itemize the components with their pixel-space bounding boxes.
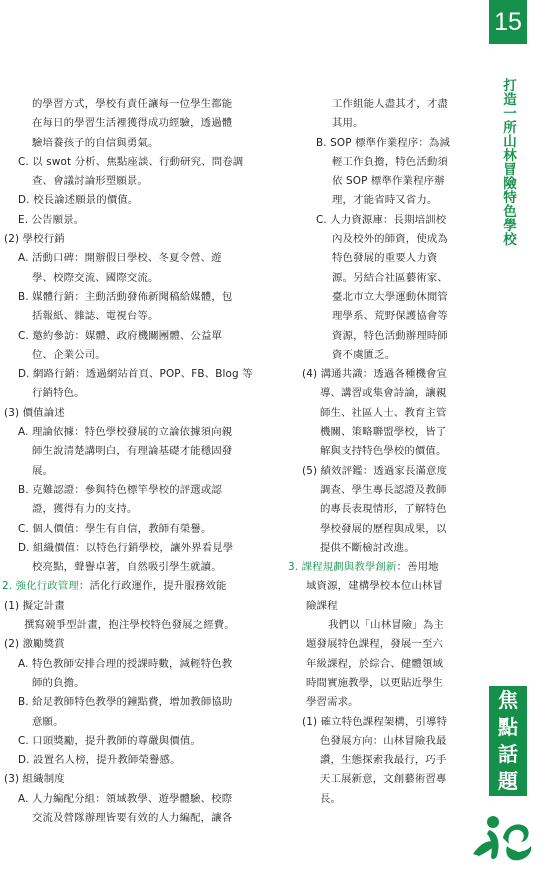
line-text: 資源，特色活動辦理時師 (332, 329, 448, 342)
line-text: C. 個人價值：學生有自信，教師有榮譽。 (18, 522, 212, 535)
line-text: (3) 價值論述 (4, 406, 65, 419)
line-text: A. 特色教師安排合理的授課時數，減輕特色教 (18, 657, 233, 670)
section-heading-line (2, 577, 272, 596)
text-line (288, 404, 473, 423)
text-line (2, 462, 272, 481)
text-line (2, 404, 272, 423)
line-text: 機關、策略聯盟學校，皆了 (320, 426, 447, 439)
section-heading-line (288, 558, 473, 577)
line-text: 撰寫競爭型計畫，抱注學校特色發展之經費。 (24, 619, 235, 632)
text-line (288, 597, 473, 616)
text-line (2, 635, 272, 654)
text-line (288, 230, 473, 249)
line-text: D. 組織價值：以特色行銷學校，讓外界看見學 (18, 541, 234, 554)
line-text: D. 網路行銷：透過網站首頁、POP、FB、Blog 等 (18, 368, 253, 381)
text-line (288, 249, 473, 268)
line-text: 位、企業公司。 (32, 348, 106, 361)
text-line (288, 655, 473, 674)
line-text: 師生說清楚講明白，有理論基礎才能穩固發 (32, 445, 233, 458)
school-logo-icon (467, 808, 539, 866)
line-text: 資不虞匱乏。 (332, 348, 396, 361)
line-text: B. 媒體行銷：主動活動發佈新聞稿給媒體，包 (18, 290, 233, 303)
line-text: 查、會議討論形塑願景。 (32, 175, 148, 188)
line-text-rest: ：善用地 (396, 561, 439, 574)
text-line (288, 500, 473, 519)
text-line (2, 674, 272, 693)
line-text: B. SOP 標準作業程序：為減 (316, 136, 450, 149)
text-line (2, 114, 272, 133)
text-line (288, 172, 473, 191)
line-text: 天工展新意，文創藝術習專 (320, 773, 447, 786)
text-line (288, 713, 473, 732)
text-line (2, 346, 272, 365)
line-text: 師生、社區人士、教育主管 (320, 406, 447, 419)
line-text: 的學習方式，學校有責任讓每一位學生都能 (32, 98, 233, 110)
text-line (288, 384, 473, 403)
text-line (2, 539, 272, 558)
line-text: 學校發展的歷程與成果，以 (320, 522, 447, 535)
line-text: 理，才能省時又省力。 (332, 194, 438, 207)
line-text: C. 口頭獎勵，提升教師的尊嚴與價值。 (18, 734, 201, 747)
line-text: 題發展特色課程，發展一至六 (306, 638, 444, 651)
line-text: 讚，生態探索我最行，巧手 (320, 754, 447, 767)
line-text: D. 設置名人榜，提升教師榮譽感。 (18, 754, 181, 767)
text-line (288, 770, 473, 789)
line-text: (1) 確立特色課程架構，引導特 (302, 715, 448, 728)
line-text: 導、講習或集會詩論，讓親 (320, 387, 447, 400)
text-line (2, 770, 272, 789)
line-text: C. 邀約參訪：媒體、政府機關團體、公益單 (18, 329, 223, 342)
line-text: 師的負擔。 (32, 676, 85, 689)
text-line (2, 732, 272, 751)
text-line (2, 172, 272, 191)
text-line (288, 577, 473, 596)
text-line (2, 153, 272, 172)
line-text: 調查、學生專長認證及教師 (320, 483, 447, 496)
text-line (2, 790, 272, 809)
text-line (2, 693, 272, 712)
text-line (288, 539, 473, 558)
text-line (2, 616, 272, 635)
line-text: 依 SOP 標準作業程序辦 (332, 175, 445, 188)
focus-tab-char: 題 (498, 769, 518, 793)
line-text: (5) 績效評鑑：透過家長滿意度 (302, 464, 448, 477)
left-text-column (2, 95, 272, 828)
text-line (288, 423, 473, 442)
text-line (2, 95, 272, 114)
text-line (2, 520, 272, 539)
line-text: (3) 組織制度 (4, 773, 65, 786)
focus-tab-char: 點 (498, 715, 518, 739)
text-line (2, 655, 272, 674)
text-line (288, 751, 473, 770)
side-title: 打造一所山林冒險特色學校 (500, 78, 516, 246)
text-line (2, 230, 272, 249)
line-text: A. 人力編配分組：領域教學、遊學體驗、校際 (18, 792, 233, 805)
line-text: 臺北市立大學運動休閒管 (332, 290, 448, 303)
line-text: 行銷特色。 (32, 387, 85, 400)
line-text: 2. 強化行政管理 (2, 580, 79, 593)
line-text: 證，獲得有力的支持。 (32, 503, 138, 516)
text-line (288, 327, 473, 346)
line-text: 長。 (320, 792, 342, 805)
line-text-rest: ：活化行政運作，提升服務效能 (78, 580, 227, 593)
line-text: E. 公告願景。 (18, 213, 85, 226)
text-line (288, 269, 473, 288)
line-text: 理學系、荒野保護協會等 (332, 310, 448, 323)
text-line (2, 249, 272, 268)
text-line (288, 481, 473, 500)
line-text: 域資源，建構學校本位山林冒 (306, 580, 444, 593)
line-text: 我們以「山林冒險」為主 (328, 619, 444, 632)
text-line (288, 635, 473, 654)
text-line (2, 442, 272, 461)
line-text: 內及校外的師資，使成為 (332, 233, 448, 246)
focus-tab-char: 焦 (498, 688, 518, 712)
line-text: 3. 課程規劃與教學創新 (288, 561, 397, 574)
text-line (2, 597, 272, 616)
line-text: 校亮點，聲譽卓著，自然吸引學生就讀。 (32, 561, 222, 574)
line-text: 括報紙、雜誌、電視台等。 (32, 310, 159, 323)
line-text: 色發展方向：山林冒險我最 (320, 734, 447, 747)
line-text: 意願。 (32, 715, 64, 728)
focus-tab-char: 話 (498, 742, 518, 766)
text-line (288, 211, 473, 230)
text-line (288, 520, 473, 539)
line-text: 時間實施教學，以更貼近學生 (306, 676, 444, 689)
line-text: (2) 激勵獎賞 (4, 638, 65, 651)
text-line (2, 384, 272, 403)
line-text: 工作組能人盡其才，才盡 (332, 98, 448, 110)
line-text: B. 克難認證：參與特色標竿學校的評選或認 (18, 483, 222, 496)
page-number: 15 (489, 0, 527, 44)
text-line (2, 134, 272, 153)
text-line (2, 191, 272, 210)
text-line (288, 365, 473, 384)
line-text: 險課程 (306, 599, 338, 612)
text-line (2, 307, 272, 326)
text-line (288, 114, 473, 133)
line-text: 學習需求。 (306, 696, 359, 709)
text-line (2, 481, 272, 500)
text-line (288, 191, 473, 210)
line-text: 展。 (32, 464, 54, 477)
line-text: 解與支持特色學校的價值。 (320, 445, 447, 458)
line-text: 交流及營隊辦理皆要有效的人力編配，讓各 (32, 811, 233, 824)
text-line (288, 95, 473, 114)
line-text: 提供不斷檢討改進。 (320, 541, 415, 554)
line-text: 學、校際交流、國際交流。 (32, 271, 159, 284)
text-line (2, 423, 272, 442)
text-line (288, 307, 473, 326)
right-text-column (288, 95, 473, 809)
line-text: D. 校長論述願景的價值。 (18, 194, 139, 207)
text-line (2, 751, 272, 770)
line-text: 的專長表現情形，了解特色 (320, 503, 447, 516)
line-text: 源。另結合社區藝術家、 (332, 271, 448, 284)
text-line (2, 500, 272, 519)
text-line (288, 616, 473, 635)
line-text: (4) 溝通共識：透過各種機會宣 (302, 368, 448, 381)
text-line (2, 211, 272, 230)
text-line (2, 558, 272, 577)
line-text: A. 理論依據：特色學校發展的立論依據須向親 (18, 426, 233, 439)
text-line (288, 346, 473, 365)
line-text: (1) 擬定計畫 (4, 599, 65, 612)
text-line (288, 288, 473, 307)
line-text: (2) 學校行銷 (4, 233, 65, 246)
line-text: 其用。 (332, 117, 364, 130)
line-text: C. 人力資源庫：長期培訓校 (316, 213, 447, 226)
text-line (2, 288, 272, 307)
text-line (288, 732, 473, 751)
line-text: 驗培養孩子的自信與勇氣。 (32, 136, 159, 149)
text-line (2, 713, 272, 732)
line-text: B. 給足教師特色教學的鐘點費，增加教師協助 (18, 696, 233, 709)
line-text: 特色發展的重要人力資 (332, 252, 438, 265)
text-line (2, 809, 272, 828)
text-line (288, 790, 473, 809)
focus-topic-tab (489, 686, 527, 796)
line-text: A. 活動口碑：開辦假日學校、冬夏令營、遊 (18, 252, 222, 265)
text-line (288, 693, 473, 712)
text-line (2, 327, 272, 346)
line-text: 輕工作負擔，特色活動須 (332, 155, 448, 168)
text-line (288, 462, 473, 481)
text-line (288, 674, 473, 693)
line-text: 在每日的學習生活裡獲得成功經驗，透過體 (32, 117, 233, 130)
text-line (2, 269, 272, 288)
text-line (288, 153, 473, 172)
line-text: 年級課程，於綜合、健體領域 (306, 657, 444, 670)
line-text: C. 以 swot 分析、焦點座談、行動研究、問卷調 (18, 155, 244, 168)
text-line (288, 442, 473, 461)
text-line (2, 365, 272, 384)
text-line (288, 134, 473, 153)
